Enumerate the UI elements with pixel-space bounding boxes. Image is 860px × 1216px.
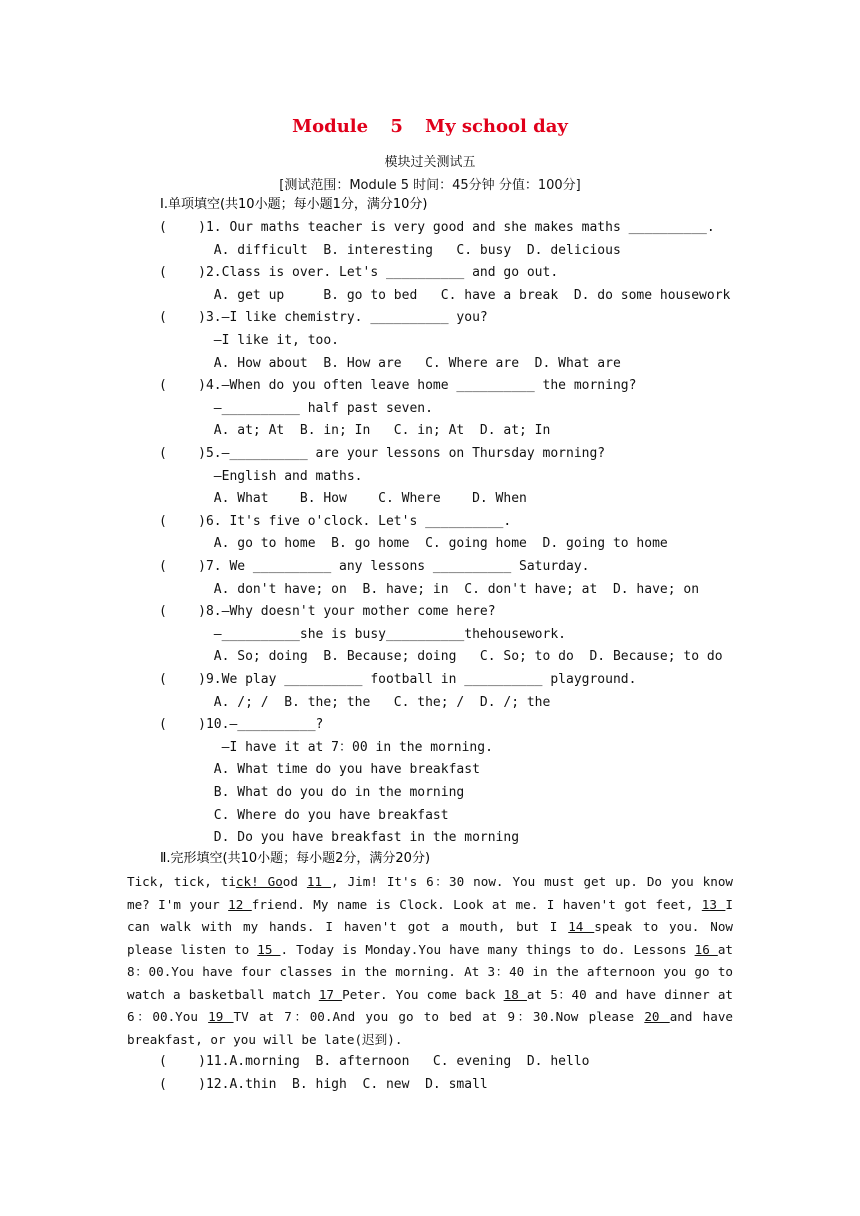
passage-text: Peter. You come back xyxy=(342,986,504,1002)
passage-text: and have breakfast, or you will be late(迟到). xyxy=(127,1009,733,1047)
page-subtitle: 模块过关测试五 xyxy=(384,155,476,170)
question-line: A. What B. How C. Where D. When xyxy=(159,491,527,507)
cloze-passage xyxy=(127,871,733,1051)
page-title xyxy=(0,116,860,137)
question-line: ( )4.—When do you often leave home __________ the morning? xyxy=(159,378,637,394)
question-line: ( )7. We __________ any lessons __________ Saturday. xyxy=(159,559,590,574)
question-line: A. get up B. go to bed C. have a break D. do some housework xyxy=(159,287,731,303)
title-module: Module xyxy=(292,116,369,137)
question-line: —I like it, too. xyxy=(159,333,340,348)
cloze-blank: 12 xyxy=(228,896,252,912)
test-range: [测试范围：Module 5 时间：45分钟 分值：100分] xyxy=(279,178,581,193)
question-line: ( )8.—Why doesn't your mother come here? xyxy=(159,604,496,620)
question-line: A. What time do you have breakfast xyxy=(159,762,480,778)
question-line: A. go to home B. go home C. going home D. going to home xyxy=(159,536,668,552)
cloze-blank: 14 xyxy=(568,919,595,934)
cloze-blank: 19 xyxy=(208,1009,234,1024)
passage-text: Tick, tick, ti xyxy=(127,874,236,889)
passage-text: od xyxy=(282,874,307,889)
question-line: ( )1. Our maths teacher is very good and she makes maths __________. xyxy=(159,220,715,235)
question-line: A. difficult B. interesting C. busy D. delicious xyxy=(159,242,621,258)
question-line: ( )10.—__________? xyxy=(159,717,324,733)
question-line: —__________she is busy__________thehousework. xyxy=(159,626,566,642)
question-line: B. What do you do in the morning xyxy=(159,785,465,800)
question-line: C. Where do you have breakfast xyxy=(159,807,449,823)
question-line: ( )11.A.morning B. afternoon C. evening D. hello xyxy=(159,1054,590,1069)
question-line: ( )6. It's five o'clock. Let's __________. xyxy=(159,513,512,529)
question-line: ( )3.—I like chemistry. __________ you? xyxy=(159,310,488,326)
question-line: ( )2.Class is over. Let's __________ and go out. xyxy=(159,265,559,281)
title-topic: My school day xyxy=(425,116,568,137)
question-line: A. don't have; on B. have; in C. don't have; at D. have; on xyxy=(159,581,700,597)
question-line: A. at; At B. in; In C. in; At D. at; In xyxy=(159,423,551,439)
cloze-blank: 13 xyxy=(701,896,726,912)
passage-text: at 5：40 and have dinner at 6：00.You xyxy=(127,986,733,1024)
question-line: A. How about B. How are C. Where are D. What are xyxy=(159,355,621,371)
question-line: —I have it at 7：00 in the morning. xyxy=(159,739,493,755)
cloze-blank: 20 xyxy=(644,1009,670,1024)
question-line: A. So; doing B. Because; doing C. So; to do D. Because; to do xyxy=(159,649,723,665)
question-line: ( )9.We play __________ football in __________ playground. xyxy=(159,672,637,687)
passage-text: , Jim! It's 6：30 now. You must get up. Do you know me? I'm your xyxy=(127,874,733,912)
cloze-blank: ck! Go xyxy=(235,874,283,889)
passage-text: . Today is Monday.You have many things to do. Lessons xyxy=(280,941,695,957)
cloze-blank: 16 xyxy=(694,941,718,957)
passage-text: at 8：00.You have four classes in the morning. At 3：40 in the afternoon you go to watch a basketball match xyxy=(127,941,733,1002)
question-line: A. /; / B. the; the C. the; / D. /; the xyxy=(159,694,551,710)
section1-heading: Ⅰ.单项填空(共10小题；每小题1分，满分10分) xyxy=(160,197,428,212)
question-line: ( )5.—__________ are your lessons on Thursday morning? xyxy=(159,446,606,461)
cloze-blank: 18 xyxy=(503,986,527,1002)
cloze-blank: 11 xyxy=(306,874,332,889)
question-line: D. Do you have breakfast in the morning xyxy=(159,830,520,846)
question-line: —English and maths. xyxy=(159,468,363,484)
passage-text: I can walk with my hands. I haven't got a mouth, but I xyxy=(127,896,733,934)
cloze-blank: 15 xyxy=(257,941,281,957)
question-line: —__________ half past seven. xyxy=(159,400,433,416)
cloze-blank: 17 xyxy=(318,986,343,1002)
section2-heading: Ⅱ.完形填空(共10小题；每小题2分，满分20分) xyxy=(160,851,431,866)
passage-text: TV at 7：00.And you go to bed at 9：30.Now please xyxy=(233,1009,645,1024)
passage-text: speak to you. Now please listen to xyxy=(127,919,733,957)
passage-text: friend. My name is Clock. Look at me. I haven't got feet, xyxy=(251,896,702,912)
question-line: ( )12.A.thin B. high C. new D. small xyxy=(159,1076,488,1092)
title-number: 5 xyxy=(390,116,403,137)
